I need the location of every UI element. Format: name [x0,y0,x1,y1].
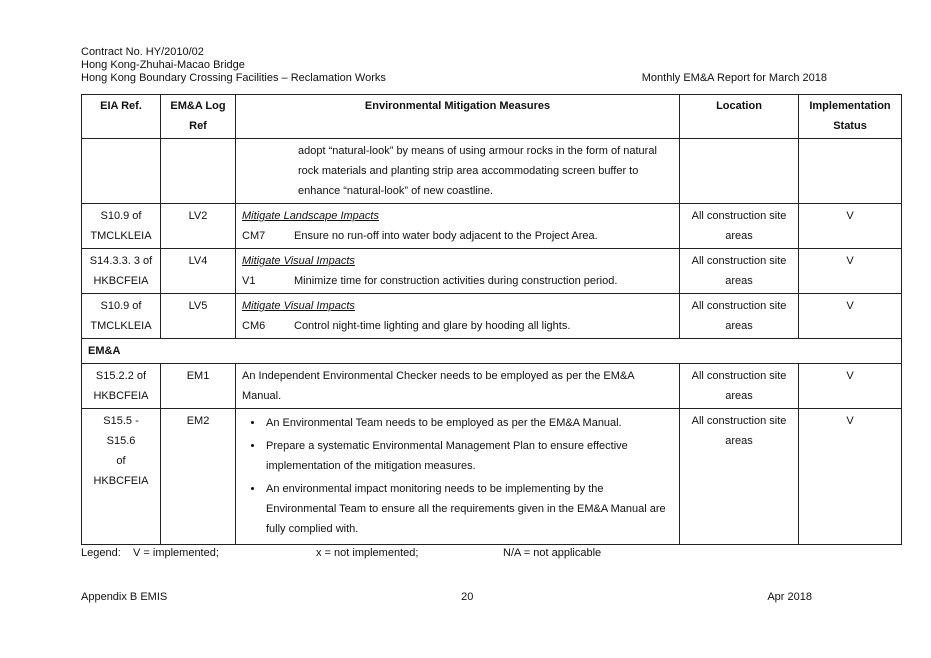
measure-bullet-list [242,413,673,539]
table-row [82,364,902,409]
list-item: • Prepare a systematic Environmental Management Plan to ensure effective implementation of the mitigation measures. [264,436,673,476]
measure-text: Control night-time lighting and glare by hooding all lights. [294,320,571,332]
measure-title: Mitigate Landscape Impacts [242,210,379,222]
col-eia-ref: EIA Ref. [82,95,161,139]
report-title: Monthly EM&A Report for March 2018 [641,72,827,84]
contract-number: Contract No. HY/2010/02 [81,46,204,58]
log-ref-cell: EM1 [161,364,236,409]
legend-label: Legend: [81,547,121,559]
section-title: EM&A [82,339,902,364]
eia-ref-cell: S14.3.3. 3 of HKBCFEIA [82,249,161,294]
footer-date: Apr 2018 [767,591,812,603]
measure-cell [236,249,680,294]
emis-table [81,94,902,545]
eia-ref-cell: S10.9 of TMCLKLEIA [82,204,161,249]
legend-na: N/A = not applicable [503,547,602,559]
table-row [82,294,902,339]
legend-implemented: V = implemented; [133,547,219,559]
project-name: Hong Kong-Zhuhai-Macao Bridge [81,59,245,71]
table-row [82,249,902,294]
page-number: 20 [461,591,474,603]
measure-code: CM6 [242,320,266,332]
status-cell: V [799,204,902,249]
col-measures: Environmental Mitigation Measures [236,95,680,139]
status-cell: V [799,249,902,294]
measure-title: Mitigate Visual Impacts [242,300,355,312]
legend [81,547,601,559]
eia-ref-cell: S10.9 of TMCLKLEIA [82,294,161,339]
log-ref-cell: EM2 [161,409,236,545]
measure-cell [236,409,680,545]
measure-code: V1 [242,275,256,287]
measure-text: Ensure no run-off into water body adjacent to the Project Area. [294,230,598,242]
log-ref-cell: LV5 [161,294,236,339]
location-cell: All construction site areas [680,364,799,409]
status-cell: V [799,294,902,339]
header-row [81,72,827,85]
measure-cell [236,294,680,339]
works-name: Hong Kong Boundary Crossing Facilities – Reclamation Works [81,72,386,84]
location-cell: All construction site areas [680,409,799,545]
measure-cell [236,204,680,249]
table-row [82,139,902,204]
location-cell: All construction site areas [680,249,799,294]
emis-table-container [81,94,901,545]
measure-title: Mitigate Visual Impacts [242,255,355,267]
list-item: • An environmental impact monitoring needs to be implementing by the Environmental Team to ensure all the requirements given in the EM&A Manual are fully complied with. [264,479,673,539]
list-item: • An Environmental Team needs to be employed as per the EM&A Manual. [264,413,673,433]
footer-appendix: Appendix B EMIS [81,591,168,603]
col-log-ref: EM&A Log Ref [161,95,236,139]
section-row [82,339,902,364]
location-cell: All construction site areas [680,204,799,249]
table-row [82,204,902,249]
log-ref-cell: LV2 [161,204,236,249]
status-cell: V [799,364,902,409]
page-header [81,46,827,85]
status-cell: V [799,409,902,545]
log-ref-cell: LV4 [161,249,236,294]
eia-ref-cell: S15.5 - S15.6 of HKBCFEIA [82,409,161,545]
legend-not-implemented: x = not implemented; [316,547,419,559]
continuation-text: adopt “natural-look” by means of using armour rocks in the form of natural rock materials and planting strip area accommodating screen buffer to enhance “natural-look” of new coastline. [236,139,680,204]
table-row [82,409,902,545]
col-location: Location [680,95,799,139]
table-header-row [82,95,902,139]
col-status: Implementation Status [799,95,902,139]
measure-text: Minimize time for construction activities during construction period. [294,275,618,287]
location-cell: All construction site areas [680,294,799,339]
eia-ref-cell: S15.2.2 of HKBCFEIA [82,364,161,409]
page-footer [81,591,812,603]
measure-cell: An Independent Environmental Checker needs to be employed as per the EM&A Manual. [236,364,680,409]
measure-code: CM7 [242,230,266,242]
